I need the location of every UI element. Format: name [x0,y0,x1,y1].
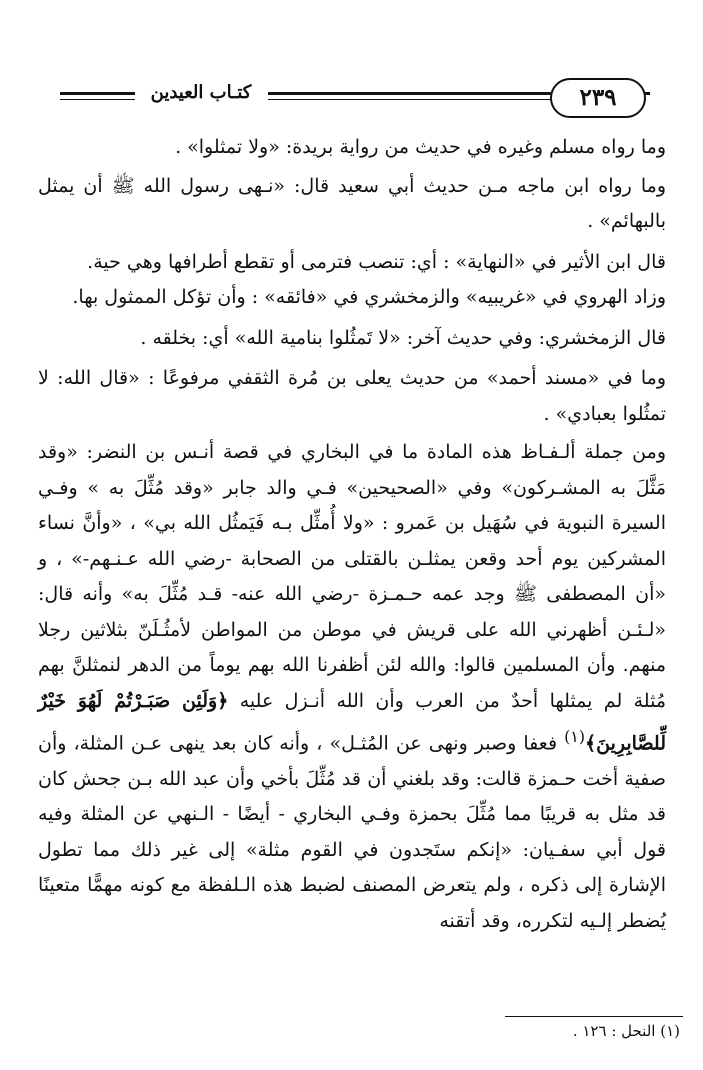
paragraph: وما في «مسند أحمد» من حديث يعلى بن مُرة الثقفي مرفوعًا : «قال الله: لا تمثُلوا بعبادي» . [38,367,666,425]
main-text [38,130,666,939]
paragraph: قال الزمخشري: وفي حديث آخر: «لا تَمثُلوا بنامية الله» أي: بخلقه . [140,326,666,349]
header-rule [60,99,135,100]
paragraph: وزاد الهروي في «غريبيه» والزمخشري في «فائقه» : وأن تؤكل الممثول بها. [72,286,666,308]
header-rule [60,92,135,95]
book-title: كتـاب العيدين [150,82,252,103]
page-number: ٢٣٩ [550,78,646,118]
paragraph: وما رواه مسلم وغيره في حديث من رواية بريدة: «ولا تمثلوا» . [175,136,666,158]
footnote: (١) النحل : ١٢٦ . [572,1022,680,1040]
page-header [60,78,650,122]
header-rule [644,92,650,95]
paragraph-text: ومن جملة ألـفـاظ هذه المادة ما في البخاري في قصة أنـس بن النضر: «وقد مَثَّلَ به المشـركون» وفي «الصحيحين» فـي والد جابر «وقد مُثِّلَ به » وفـي السيرة النبوية في سُهَيل بن عَمرو : «ولا أُمثِّل بـه فَيَمثُل الله بي» ، «وأنَّ نساء المشركين يوم أحد وقعن يمثلـن بالقتلى من الصحابة -رضي الله عـنـهم-» ، و «أن المصطفى ﷺ وجد عمه حـمـزة -رضي الله عنه- قـد مُثِّلَ به» وأنه قال: «لـئـن أظهرني الله على قريش في موطن من المواطن لأمثُـلَنّ بثلاثين رجلا منهم. وأن المسلمين قالوا: والله لئن أظفرنا الله بهم يوماً من الدهر لنمثلنَّ بهم مُثلة لم يمثلها أحدٌ من العرب وأن الله أنـزل عليه [38,441,666,712]
quran-verse: ﴿وَلَئِن صَبَـرْتُمْ لَهُوَ خَيْرٌ لِّلصَّابِرِينَ﴾ [38,689,667,755]
paragraph-text: فعفا وصبر ونهى عن المُثـل» ، وأنه كان بعد ينهى عـن المثلة، وأن صفية أخت حـمزة قالت: وقد بلغني أن قد مُثِّلَ بأخي وأن عبد الله بـن جحش كان قد مثل به قريبًا مما مُثِّلَ بحمزة وفـي البخاري - أيضًا - الـنهي عن المثلة وفيه قول أبي سفـيان: «إنكم ستَجدون في القوم مثلة» إلى غير ذلك مما تطول الإشارة إلى ذكره ، ولم يتعرض المصنف لضبط هذه الـلفظة مع كونه مهمًّا متعينًا يُضطر إلـيه لتكرره، وقد أتقنه [38,732,667,932]
footnote-divider [505,1016,683,1017]
footnote-marker[interactable]: (١) [564,727,585,746]
paragraph: وما رواه ابن ماجه مـن حديث أبي سعيد قال: «نـهى رسول الله ﷺ أن يمثل بالبهائم» . [38,174,666,232]
paragraph [38,435,666,939]
paragraph: قال ابن الأثير في «النهاية» : أي: تنصب فترمى أو تقطع أطرافها وهي حية. [87,250,666,273]
header-rule [268,92,560,95]
header-rule [268,99,560,100]
